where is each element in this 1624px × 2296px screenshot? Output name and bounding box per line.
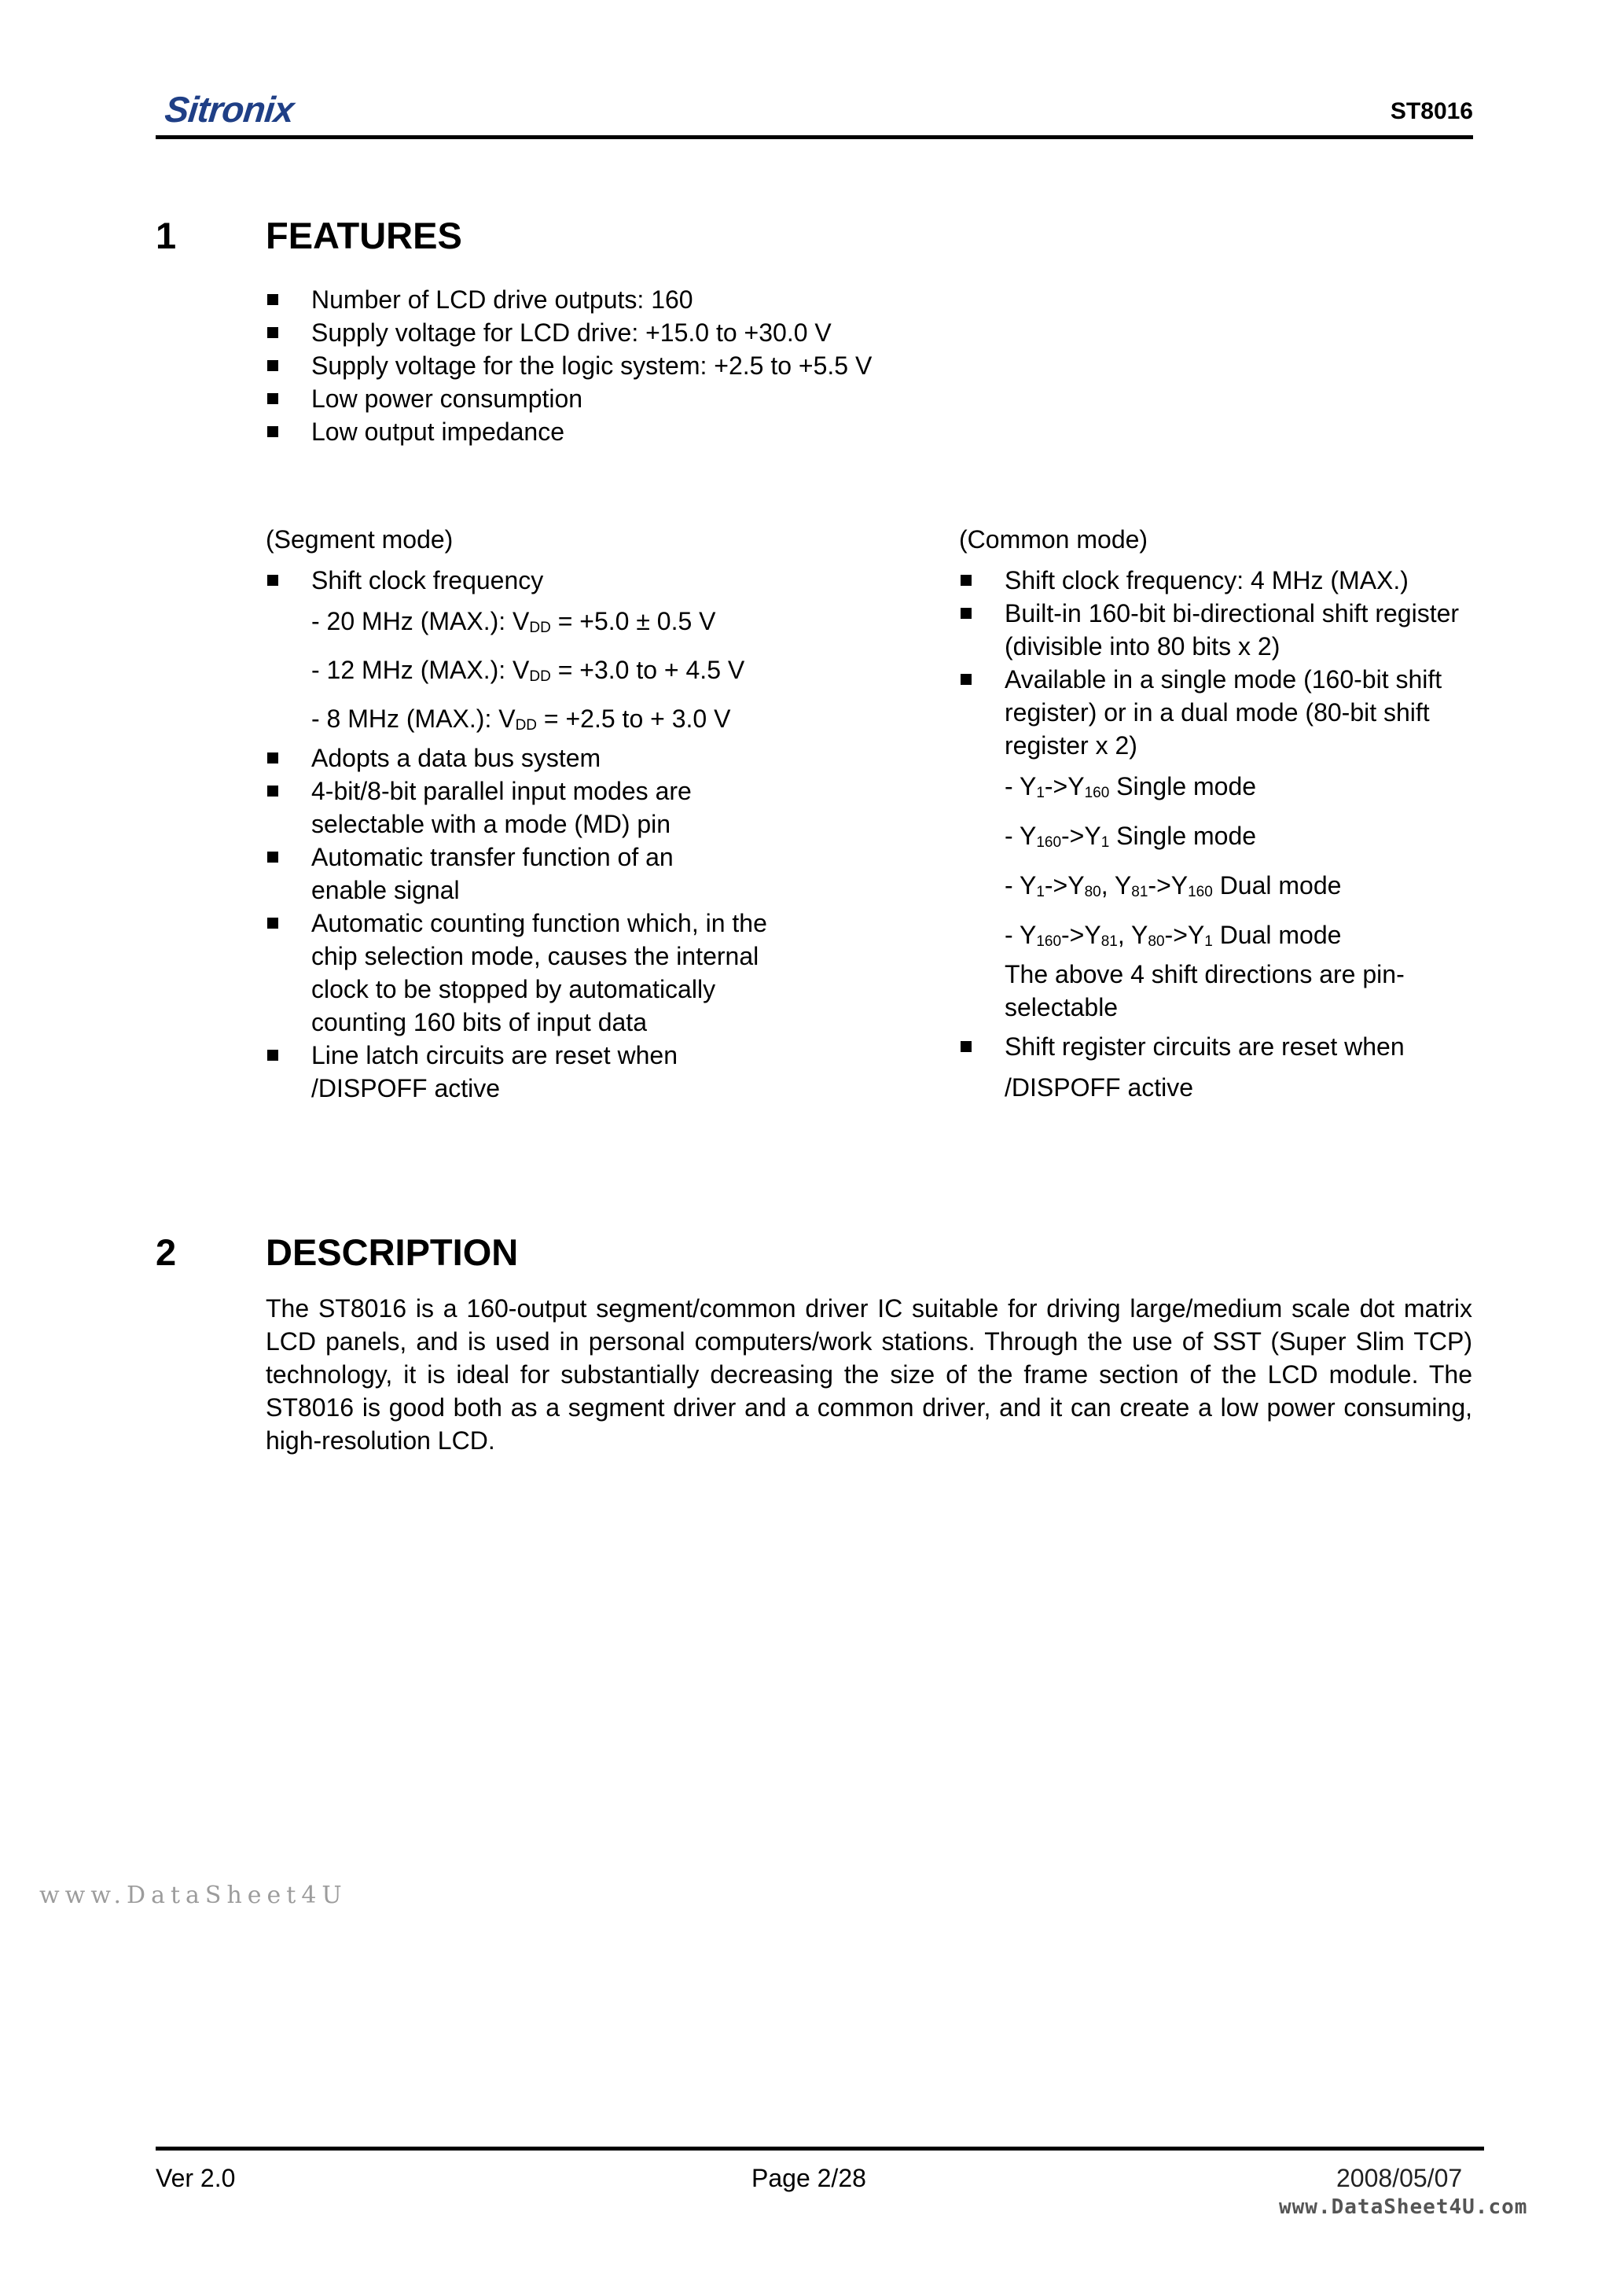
common-mode-list [959, 564, 1478, 762]
list-item: Shift register circuits are reset when /DISPOFF active [959, 1030, 1478, 1104]
footer-rule [156, 2147, 1484, 2151]
square-bullet-icon [267, 426, 278, 437]
square-bullet-icon [267, 852, 278, 863]
section-title-features: FEATURES [266, 215, 462, 256]
list-item: Automatic transfer function of an enable signal [266, 841, 751, 907]
square-bullet-icon [961, 608, 972, 619]
square-bullet-icon [267, 294, 278, 305]
list-item: Supply voltage for the logic system: +2.5 to +5.5 V [266, 349, 1209, 382]
common-mode-column [959, 523, 1478, 1104]
list-item: Automatic counting function which, in the chip selection mode, causes the internal clock to be stopped by automatically counting 160 bits of input data [266, 907, 799, 1039]
footer-watermark: www.DataSheet4U.com [1279, 2195, 1528, 2219]
list-item: 4-bit/8-bit parallel input modes are selectable with a mode (MD) pin [266, 775, 783, 841]
segment-mode-list-2 [266, 741, 816, 1105]
description-paragraph: The ST8016 is a 160-output segment/common driver IC suitable for driving large/medium scale dot matrix LCD panels, and is used in personal computers/work stations. Through the use of SST (Super Slim TCP) technology, it is ideal for substantially decreasing the size of the frame section of the LCD module. The ST8016 is good both as a segment driver and a common driver, and it can create a low power consuming, high-resolution LCD. [266, 1294, 1472, 1455]
document-id: ST8016 [1390, 98, 1473, 124]
square-bullet-icon [267, 327, 278, 338]
footer-version: Ver 2.0 [156, 2164, 236, 2192]
freq-line: - 20 MHz (MAX.): $V_{DD} = +5.0 \pm 0.5$ V [311, 607, 716, 636]
list-item: Number of LCD drive outputs: 160 [266, 283, 1209, 316]
list-item: Adopts a data bus system [266, 741, 816, 775]
list-item: Shift clock frequency [266, 564, 816, 597]
shift-direction-line: - $Y_{160}->Y_1$ Single mode [1005, 822, 1257, 851]
watermark-text: www.DataSheet4U [39, 1882, 347, 1909]
shift-direction-note: The above 4 shift directions are pin-selectable [1005, 960, 1405, 1021]
square-bullet-icon [267, 786, 278, 797]
list-item: Low power consumption [266, 382, 1209, 415]
list-item: Shift clock frequency: 4 MHz (MAX.) [959, 564, 1478, 597]
square-bullet-icon [267, 575, 278, 586]
list-item: Supply voltage for LCD drive: +15.0 to +30.0 V [266, 316, 1209, 349]
footer-page-number: Page 2/28 [751, 2164, 866, 2192]
segment-mode-column [266, 523, 816, 1105]
common-mode-list-2 [959, 1030, 1478, 1104]
square-bullet-icon [267, 752, 278, 763]
shift-direction-line: - $Y_1->Y_{80}$, $Y_{81}->Y_{160}$ Dual mode [1005, 871, 1342, 900]
segment-mode-list [266, 564, 816, 597]
section-title-description: DESCRIPTION [266, 1231, 519, 1273]
features-list [266, 283, 1209, 448]
square-bullet-icon [961, 674, 972, 685]
list-item: Built-in 160-bit bi-directional shift register (divisible into 80 bits x 2) [959, 597, 1460, 663]
list-item: Line latch circuits are reset when /DISPOFF active [266, 1039, 751, 1105]
section-number-description: 2 [156, 1231, 177, 1273]
header-rule [156, 135, 1473, 139]
segment-mode-heading: (Segment mode) [266, 525, 454, 554]
square-bullet-icon [267, 393, 278, 404]
section-number-features: 1 [156, 215, 177, 256]
list-item: Available in a single mode (160-bit shift register) or in a dual mode (80-bit shift register x 2) [959, 663, 1478, 762]
square-bullet-icon [961, 1041, 972, 1052]
shift-direction-line: - $Y_{160}->Y_{81}$, $Y_{80}->Y_1$ Dual mode [1005, 921, 1342, 950]
shift-direction-line: - $Y_1->Y_{160}$ Single mode [1005, 772, 1257, 801]
square-bullet-icon [267, 918, 278, 929]
square-bullet-icon [961, 575, 972, 586]
freq-line: - 8 MHz (MAX.): $V_{DD} = +2.5$ to + 3.0 V [311, 705, 731, 734]
square-bullet-icon [267, 360, 278, 371]
square-bullet-icon [267, 1050, 278, 1061]
sitronix-logo: Sitronix [163, 89, 296, 130]
list-item: Low output impedance [266, 415, 1209, 448]
freq-line: - 12 MHz (MAX.): $V_{DD} = +3.0$ to + 4.5 V [311, 656, 745, 685]
common-mode-heading: (Common mode) [959, 525, 1148, 554]
footer-date: 2008/05/07 [1336, 2164, 1463, 2192]
